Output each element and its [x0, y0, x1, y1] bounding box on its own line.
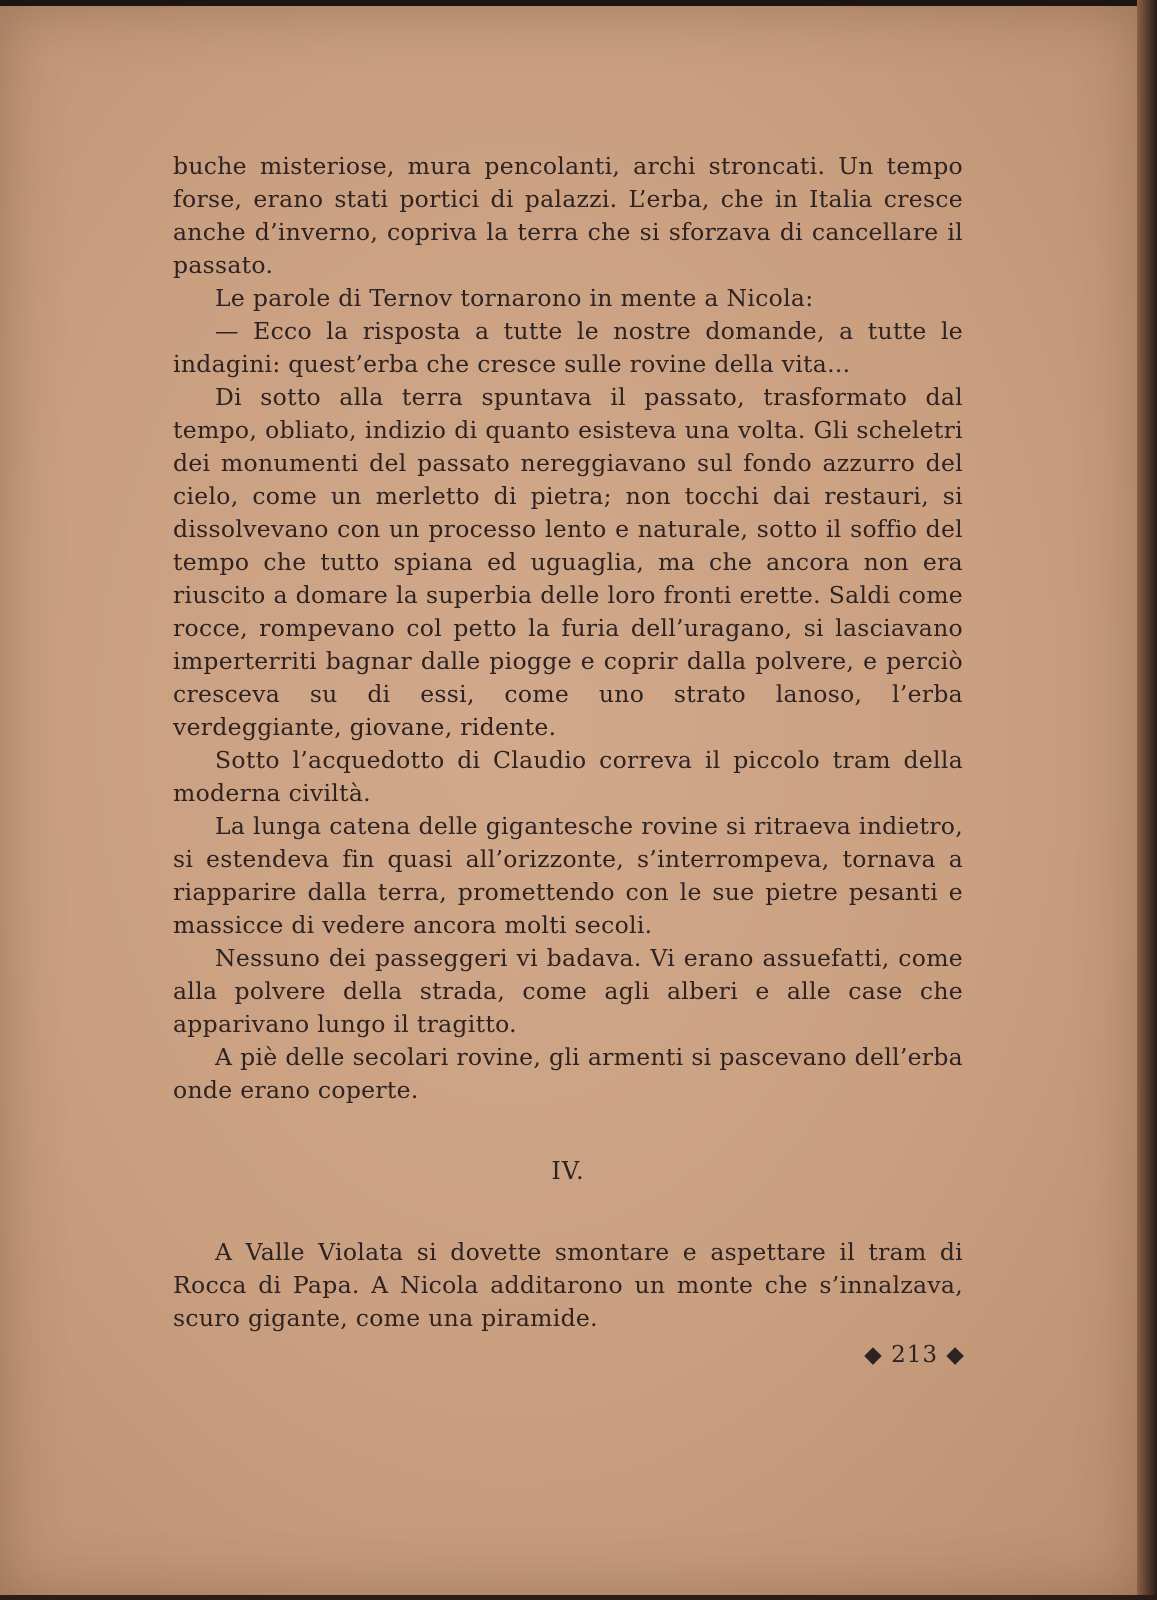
paragraph: Le parole di Ternov tornarono in mente a Nicola:: [215, 284, 814, 312]
chapter-heading: IV.: [551, 1157, 585, 1185]
paragraph: Sotto l’acquedotto di Claudio correva il piccolo tram della moderna civiltà.: [173, 746, 963, 807]
paragraph: A piè delle secolari rovine, gli armenti si pascevano dell’erba onde erano coperte.: [173, 1043, 963, 1104]
page-bottom-edge: [0, 1595, 1157, 1600]
paragraph: — Ecco la risposta a tutte le nostre domande, a tutte le indagini: quest’erba che cresce sulle rovine della vita...: [173, 317, 963, 378]
paragraph: La lunga catena delle gigantesche rovine si ritraeva indietro, si estendeva fin quasi all’orizzonte, s’interrompeva, tornava a riapparire dalla terra, promettendo con le sue pietre pesanti e massicce di vedere ancora molti secoli.: [173, 812, 963, 939]
paragraph: Nessuno dei passeggeri vi badava. Vi erano assuefatti, come alla polvere della strada, come agli alberi e alle case che apparivano lungo il tragitto.: [173, 944, 963, 1038]
paragraph: Di sotto alla terra spuntava il passato, trasformato dal tempo, obliato, indizio di quanto esisteva una volta. Gli scheletri dei monumenti del passato nereggiavano sul fondo azzurro del cielo, come un merletto di pietra; non tocchi dai restauri, si dissolvevano con un processo lento e naturale, sotto il soffio del tempo che tutto spiana ed uguaglia, ma che ancora non era riuscito a domare la superbia delle loro fronti erette. Saldi come rocce, rompevano col petto la furia dell’uragano, si lasciavano imperterriti bagnar dalle piogge e coprir dalla polvere, e perciò cresceva su di essi, come uno strato lanoso, l’erba verdeggiante, giovane, ridente.: [173, 383, 963, 741]
page-right-edge: [1137, 0, 1157, 1600]
paragraph: A Valle Violata si dovette smontare e aspettare il tram di Rocca di Papa. A Nicola additarono un monte che s’innalzava, scuro gigante, come una piramide.: [173, 1238, 963, 1332]
body-text: [173, 150, 963, 1335]
page-number: ◆ 213 ◆: [864, 1342, 965, 1368]
paragraph: buche misteriose, mura pencolanti, archi stroncati. Un tempo forse, erano stati portici di palazzi. L’erba, che in Italia cresce anche d’inverno, copriva la terra che si sforzava di cancellare il passato.: [173, 152, 963, 279]
